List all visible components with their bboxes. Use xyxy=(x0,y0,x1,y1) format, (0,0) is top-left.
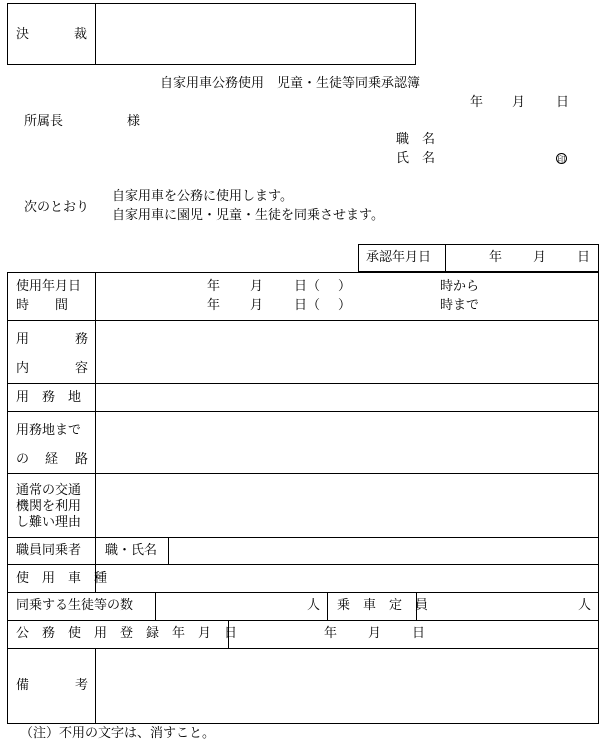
usage-to-close: ） xyxy=(338,298,352,313)
approval-day: 日 xyxy=(577,250,591,265)
addressee-honorific: 様 xyxy=(127,114,141,129)
intro-line1: 自家用車を公務に使用します。 xyxy=(112,189,293,204)
staff-label: 職員同乗者 xyxy=(16,543,82,558)
usage-to-suffix: 時まで xyxy=(440,298,480,313)
route-label-2b: 経 xyxy=(45,452,59,467)
business-label-1a: 用 xyxy=(16,332,30,347)
decision-box xyxy=(7,3,416,65)
business-label-2b: 容 xyxy=(75,361,89,376)
route-label-2c: 路 xyxy=(75,452,89,467)
footer-note: （注）不用の文字は、消すこと。 xyxy=(20,726,216,741)
registration-day: 日 xyxy=(412,626,426,641)
header-month: 月 xyxy=(512,95,526,110)
decision-divider xyxy=(95,3,96,65)
intro-lead: 次のとおり xyxy=(24,200,90,215)
vehicle-label: 使 用 車 種 xyxy=(16,571,108,586)
registration-month: 月 xyxy=(368,626,382,641)
document-title: 自家用車公務使用 児童・生徒等同乗承認簿 xyxy=(160,76,421,91)
registration-label: 公 務 使 用 登 録 年 月 日 xyxy=(16,626,238,641)
label-divider xyxy=(95,272,96,564)
remarks-label-a: 備 xyxy=(16,678,30,693)
usage-label-line1: 使用年月日 xyxy=(16,279,82,294)
business-label-1b: 務 xyxy=(75,332,89,347)
header-year: 年 xyxy=(470,95,484,110)
header-day: 日 xyxy=(556,95,570,110)
usage-to-day: 日（ xyxy=(294,298,321,313)
usage-from-day: 日（ xyxy=(294,279,321,294)
students-unit: 人 xyxy=(307,598,321,613)
place-label: 用 務 地 xyxy=(16,390,82,405)
reason-label-line3: し難い理由 xyxy=(16,515,82,530)
usage-from-suffix: 時から xyxy=(440,279,480,294)
decision-label-left: 決 xyxy=(16,27,30,42)
remarks-label-b: 考 xyxy=(75,678,89,693)
usage-from-month: 月 xyxy=(250,279,264,294)
approval-label: 承認年月日 xyxy=(366,250,432,265)
approval-month: 月 xyxy=(533,250,547,265)
applicant-position-label: 職 名 xyxy=(396,132,436,147)
intro-line2: 自家用車に園児・児童・生徒を同乗させます。 xyxy=(112,208,384,223)
students-divider xyxy=(327,592,328,620)
capacity-unit: 人 xyxy=(578,598,592,613)
usage-label-line2: 時 間 xyxy=(16,298,69,313)
reason-label-line2: 機関を利用 xyxy=(16,499,82,514)
approval-year: 年 xyxy=(489,250,503,265)
students-divider xyxy=(155,592,156,620)
usage-to-year: 年 xyxy=(207,298,221,313)
business-label-2a: 内 xyxy=(16,361,30,376)
addressee-office: 所属長 xyxy=(24,114,64,129)
approval-divider xyxy=(445,244,446,272)
row-line xyxy=(7,620,599,621)
staff-sublabel: 職・氏名 xyxy=(105,543,158,558)
registration-year: 年 xyxy=(324,626,338,641)
staff-sub-divider xyxy=(168,537,169,564)
students-label: 同乗する生徒等の数 xyxy=(16,598,134,613)
row-line xyxy=(7,592,599,593)
label-divider xyxy=(95,648,96,724)
usage-from-close: ） xyxy=(338,279,352,294)
seal-icon: 印 xyxy=(557,155,566,164)
capacity-label: 乗 車 定 員 xyxy=(337,598,429,613)
route-label-line1: 用務地まで xyxy=(16,423,82,438)
decision-label-right: 裁 xyxy=(74,27,88,42)
usage-to-month: 月 xyxy=(250,298,264,313)
applicant-name-label: 氏 名 xyxy=(396,151,436,166)
reason-label-line1: 通常の交通 xyxy=(16,483,82,498)
route-label-2a: の xyxy=(16,452,30,467)
usage-from-year: 年 xyxy=(207,279,221,294)
